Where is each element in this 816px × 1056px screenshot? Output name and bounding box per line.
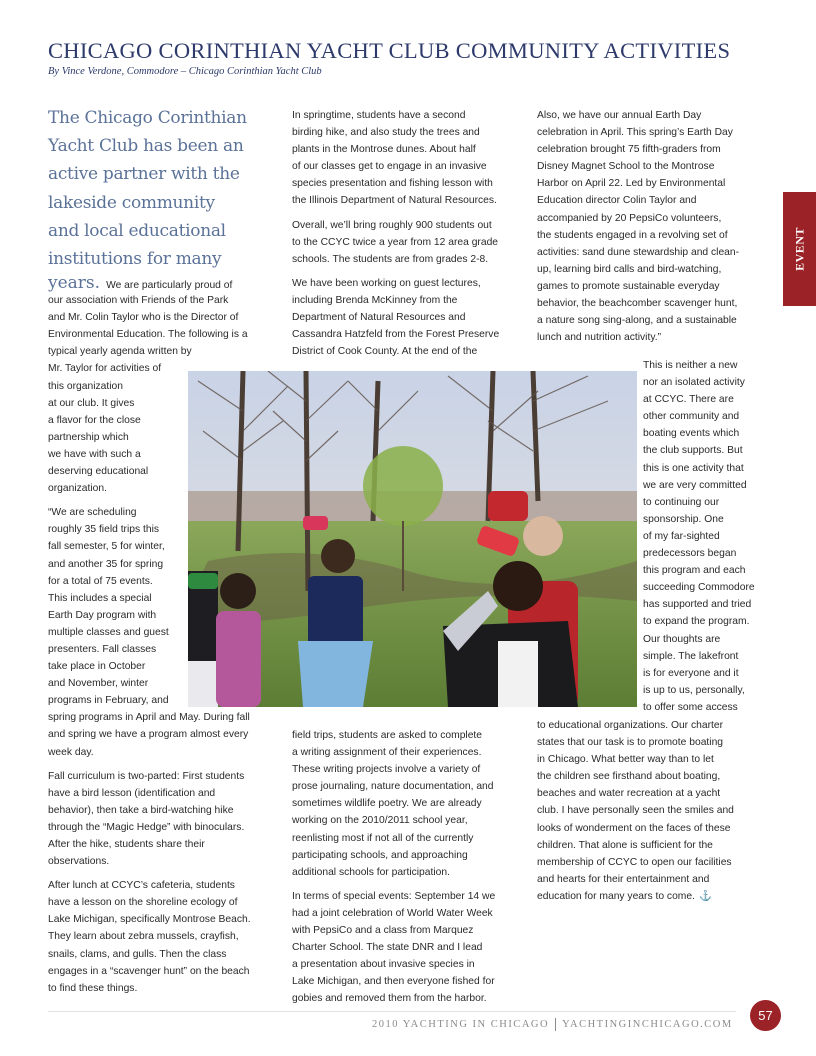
text-line-content: education for many years to come.: [537, 890, 695, 902]
text-line: celebration brought 75 fifth-graders from: [537, 144, 721, 156]
column-3-wrap: [643, 357, 755, 716]
text-line: states that our task is to promote boating: [537, 737, 724, 749]
text-line: the Illinois Department of Natural Resources.: [292, 195, 497, 207]
text-line: birding hike, and also study the trees and: [292, 127, 480, 139]
text-line: and Mr. Colin Taylor who is the Director of: [48, 312, 239, 324]
text-line: Our thoughts are: [643, 633, 721, 645]
text-line: accompanied by 20 PepsiCo volunteers,: [537, 212, 722, 224]
text-line: had a joint celebration of World Water Week: [292, 907, 493, 919]
text-line: “We are scheduling: [48, 507, 137, 519]
text-line: nor an isolated activity: [643, 377, 745, 389]
text-line: [537, 888, 734, 905]
photo-illustration: [188, 371, 637, 707]
text-line: lunch and nutrition activity.”: [537, 332, 662, 344]
text-line: activities: sand dune stewardship and clean-: [537, 246, 740, 258]
text-line: take place in October: [48, 661, 146, 673]
text-line: of our classes get to engage in an invasive: [292, 161, 487, 173]
text-line: boating events which: [643, 428, 740, 440]
text-line: this program and each: [643, 565, 746, 577]
child-left: [188, 571, 218, 707]
intro-line: lakeside community: [48, 192, 215, 213]
text-line: of my far-sighted: [643, 530, 720, 542]
text-line: children. That alone is sufficient for the: [537, 839, 713, 851]
paragraph-gap: [48, 870, 251, 877]
text-line: behavior, the beachcomber scavenger hunt,: [537, 298, 738, 310]
column-3-bottom: [537, 717, 734, 905]
column-1-first-line: [48, 275, 251, 292]
text-line: District of Cook County. At the end of the: [292, 346, 478, 358]
page-number: 57: [750, 1000, 781, 1031]
text-line: multiple classes and guest: [48, 626, 169, 638]
text-line: up, learning bird calls and bird-watching,: [537, 263, 722, 275]
text-line: additional schools for participation.: [292, 866, 450, 878]
text-line: field trips, students are asked to complete: [292, 730, 483, 741]
text-line: Lake Michigan, specifically Montrose Beach.: [48, 914, 251, 926]
text-line: we are very committed: [643, 479, 747, 491]
text-line: This is neither a new: [643, 360, 738, 371]
text-line: the students engaged in a revolving set of: [537, 229, 728, 241]
text-line: club. I have personally seen the smiles and: [537, 805, 734, 817]
text-line: have a bird lesson (identification and: [48, 787, 216, 799]
text-line: we have with such a: [48, 448, 141, 460]
text-line: snails, clams, and gulls. Then the class: [48, 948, 227, 960]
text-line: observations.: [48, 856, 110, 868]
text-line: the club supports. But: [643, 445, 743, 457]
column-2-top: [292, 107, 499, 360]
text-line: for a total of 75 events.: [48, 575, 153, 587]
text-line: sometimes wildlife poetry. We are already: [292, 798, 482, 810]
text-line: We are particularly proud of: [106, 280, 233, 291]
text-line: week day.: [48, 746, 94, 758]
intro-line: Yacht Club has been an: [48, 136, 244, 157]
footer-rule: [48, 1011, 736, 1012]
text-line: In terms of special events: September 14 we: [292, 890, 496, 902]
text-line: looks of wonderment on the faces of these: [537, 822, 731, 834]
text-line: sponsorship. One: [643, 513, 724, 525]
text-line: other community and: [643, 411, 740, 423]
text-line: has supported and tried: [643, 599, 752, 611]
text-line: at our club. It gives: [48, 397, 135, 409]
paragraph-gap: [292, 881, 495, 888]
text-line: We have been working on guest lectures,: [292, 277, 481, 289]
text-line: membership of CCYC to open our facilities: [537, 856, 732, 868]
text-line: to educational organizations. Our charter: [537, 720, 724, 731]
text-line: prose journaling, nature documentation, and: [292, 781, 494, 793]
text-line: Harbor on April 22. Led by Environmental: [537, 178, 726, 190]
text-line: and spring we have a program almost every: [48, 729, 249, 741]
text-line: schools. The students are from grades 2-8.: [292, 253, 489, 265]
footer: [372, 1018, 733, 1031]
column-3-top: [537, 107, 739, 346]
text-line: including Brenda McKinney from the: [292, 294, 458, 306]
text-line: After lunch at CCYC’s cafeteria, students: [48, 880, 235, 892]
text-line: to find these things.: [48, 982, 138, 994]
text-line: species presentation and fishing lesson with: [292, 178, 493, 190]
text-line: and November, winter: [48, 678, 149, 690]
footer-website[interactable]: YACHTINGINCHICAGO.COM: [562, 1018, 733, 1030]
text-line: to offer some access: [643, 701, 738, 713]
intro-line: institutions for many: [48, 249, 222, 270]
text-line: this organization: [48, 380, 123, 392]
article-title: CHICAGO CORINTHIAN YACHT CLUB COMMUNITY ACTIVITIES: [48, 38, 731, 63]
text-line: the children see firsthand about boating,: [537, 771, 721, 783]
text-line: at CCYC. There are: [643, 394, 734, 406]
text-line: organization.: [48, 483, 107, 495]
text-line: a flavor for the close: [48, 414, 141, 426]
text-line: programs in February, and: [48, 695, 169, 707]
text-line: engages in a “scavenger hunt” on the beach: [48, 965, 250, 977]
text-line: a presentation about invasive species in: [292, 959, 475, 971]
text-line: in Chicago. What better way than to let: [537, 754, 714, 766]
text-line: typical yearly agenda written by: [48, 346, 192, 358]
young-tree: [363, 446, 443, 526]
intro-last-word: years.: [48, 273, 101, 293]
text-line: have a lesson on the shoreline ecology of: [48, 897, 238, 909]
text-line: through the “Magic Hedge” with binoculars.: [48, 821, 245, 833]
text-line: working on the 2010/2011 school year,: [292, 815, 468, 827]
photo-children-birdwatching: [188, 371, 637, 707]
text-line: Disney Magnet School to the Montrose: [537, 161, 715, 173]
text-line: deserving educational: [48, 466, 149, 478]
paragraph-gap: [292, 210, 499, 217]
text-line: games to promote sustainable everyday: [537, 280, 720, 292]
text-line: behavior), then take a bird-watching hike: [48, 804, 234, 816]
text-line: reenlisting most if not all of the currently: [292, 832, 474, 844]
text-line: Department of Natural Resources and: [292, 312, 466, 324]
text-line: Environmental Education. The following is a: [48, 329, 248, 341]
text-line: Mr. Taylor for activities of: [48, 363, 162, 375]
text-line: and another 35 for spring: [48, 558, 164, 570]
text-line: In springtime, students have a second: [292, 110, 466, 121]
text-line: predecessors began: [643, 548, 737, 560]
paragraph-gap: [48, 761, 251, 768]
text-line: Fall curriculum is two-parted: First students: [48, 770, 245, 782]
intro-pullquote: [48, 104, 247, 273]
text-line: beaches and water recreation at a yacht: [537, 788, 721, 800]
footer-publication: 2010 YACHTING IN CHICAGO: [372, 1018, 550, 1030]
text-line: This includes a special: [48, 592, 152, 604]
text-line: spring programs in April and May. During fall: [48, 712, 250, 724]
text-line: Overall, we’ll bring roughly 900 students out: [292, 219, 492, 231]
intro-line: active partner with the: [48, 164, 240, 185]
byline: By Vince Verdone, Commodore – Chicago Corinthian Yacht Club: [48, 66, 322, 77]
text-line: a nature song sing-along, and a sustainable: [537, 315, 737, 327]
text-line: simple. The lakefront: [643, 650, 739, 662]
text-line: Education director Colin Taylor and: [537, 195, 697, 207]
text-line: fall semester, 5 for winter,: [48, 541, 165, 553]
paragraph-gap: [292, 268, 499, 275]
text-line: They learn about zebra mussels, crayfish,: [48, 931, 239, 943]
section-tab-label: EVENT: [792, 227, 806, 271]
text-line: to expand the program.: [643, 616, 750, 628]
text-line: Charter School. The state DNR and I lead: [292, 942, 483, 954]
anchor-icon: ⚓: [698, 890, 712, 902]
text-line: is for everyone and it: [643, 667, 739, 679]
text-line: celebration in April. This spring’s Earth Day: [537, 127, 733, 139]
text-line: These writing projects involve a variety of: [292, 764, 481, 776]
text-line: our association with Friends of the Park: [48, 295, 229, 307]
text-line: Also, we have our annual Earth Day: [537, 110, 702, 121]
text-line: is up to us, personally,: [643, 684, 745, 696]
intro-line: and local educational: [48, 220, 226, 241]
text-line: to continuing our: [643, 496, 720, 508]
text-line: Earth Day program with: [48, 609, 157, 621]
section-tab-event: [783, 192, 816, 306]
text-line: with PepsiCo and a class from Marquez: [292, 925, 474, 937]
text-line: partnership which: [48, 431, 129, 443]
text-line: participating schools, and approaching: [292, 849, 468, 861]
text-line: succeeding Commodore: [643, 582, 755, 594]
text-line: to the CCYC twice a year from 12 area grade: [292, 236, 499, 248]
text-line: roughly 35 field trips this: [48, 524, 160, 536]
text-line: this is one activity that: [643, 462, 744, 474]
footer-divider: [555, 1018, 556, 1031]
text-line: a writing assignment of their experiences.: [292, 747, 482, 759]
text-line: plants in the Montrose dunes. About half: [292, 144, 476, 156]
intro-line: The Chicago Corinthian: [48, 108, 247, 128]
text-line: and hearts for their entertainment and: [537, 873, 710, 885]
text-line: After the hike, students share their: [48, 839, 205, 850]
text-line: presenters. Fall classes: [48, 643, 157, 655]
text-line: Lake Michigan, and then everyone fished for: [292, 976, 495, 988]
column-2-bottom: [292, 727, 495, 1008]
text-line: Cassandra Hatzfeld from the Forest Preserve: [292, 329, 500, 341]
text-line: gobies and removed them from the harbor.: [292, 993, 487, 1005]
